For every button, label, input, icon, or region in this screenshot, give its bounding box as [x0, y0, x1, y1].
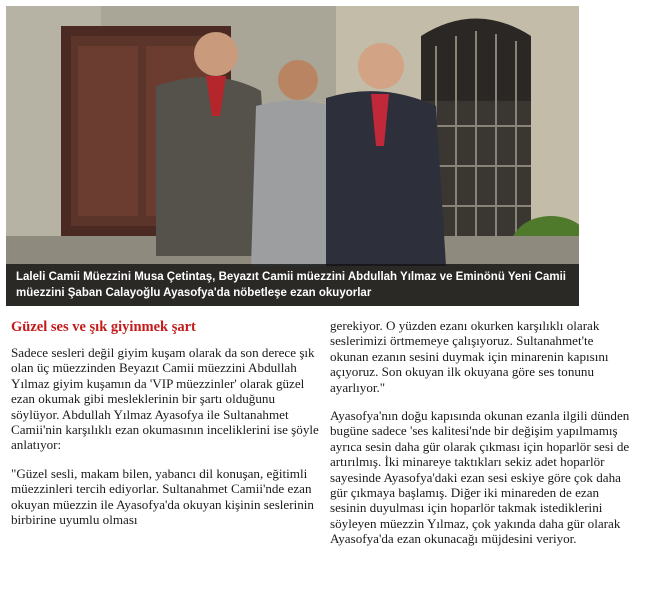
photo-caption: Laleli Camii Müezzini Musa Çetintaş, Beyazıt Camii müezzini Abdullah Yılmaz ve Eminönü Yeni Camii müezzini Şaban Calayoğlu Ayasofya'da nöbetleşe ezan okuyorlar: [6, 264, 579, 306]
article-paragraph: Ayasofya'nın doğu kapısında okunan ezanla ilgili dünden bugüne sadece 'ses kalitesi'nde bir değişim yapılmamış ayrıca sesin daha gür olarak çıkması için hoparlör sesi de artırılmış. İki minareye taktıkları sekiz adet hoparlör sayesinde Ayasofya'daki ezan sesi eskiye göre çok daha gür çıkmaya başlamış. Diğer iki minareden de ezan sesinin duyulması için hoparlör takmak istediklerini söyleyen müezzin Yılmaz, çok yakında daha gür olarak Ayasofya'da ezan okunacağı müjdesini veriyor.: [330, 408, 630, 547]
article-column-left: [11, 318, 321, 540]
photo-illustration: [6, 6, 579, 306]
news-photo: [6, 6, 579, 306]
article-paragraph: "Güzel sesli, makam bilen, yabancı dil konuşan, eğitimli müezzinleri tercih ediyorlar. Sultanahmet Camii'nde ezan okuyan müezzin ile Ayasofya'da okuyan kişinin seslerinin birbirine uyumlu olması: [11, 465, 314, 528]
article-paragraph: Sadece sesleri değil giyim kuşam olarak da son derece şık olan üç müezzinden Beyazıt Camii müezzini Abdullah Yılmaz giyim kuşamın da 'VIP müezzinler' olarak güzel ezan okumak gibi mesleklerinin bir şartı olduğunu söylüyor. Abdullah Yılmaz Ayasofya ile Sultanahmet Camii'nin karşılıklı ezan okumasının inceliklerini ise şöyle anlatıyor:: [11, 345, 319, 453]
article-paragraph: gerekiyor. O yüzden ezanı okurken karşılıklı olarak seslerimizi örtmemeye çalışıyoruz. Sultanahmet'te okunan ezanın sesini duymak için minarenin kapısını açıyoruz. Son okuyan ilk okuyana göre ses tonunu ayarlıyor.": [330, 318, 609, 395]
article-subheading: Güzel ses ve şık giyinmek şart: [11, 319, 196, 335]
article-column-right: [330, 318, 635, 560]
